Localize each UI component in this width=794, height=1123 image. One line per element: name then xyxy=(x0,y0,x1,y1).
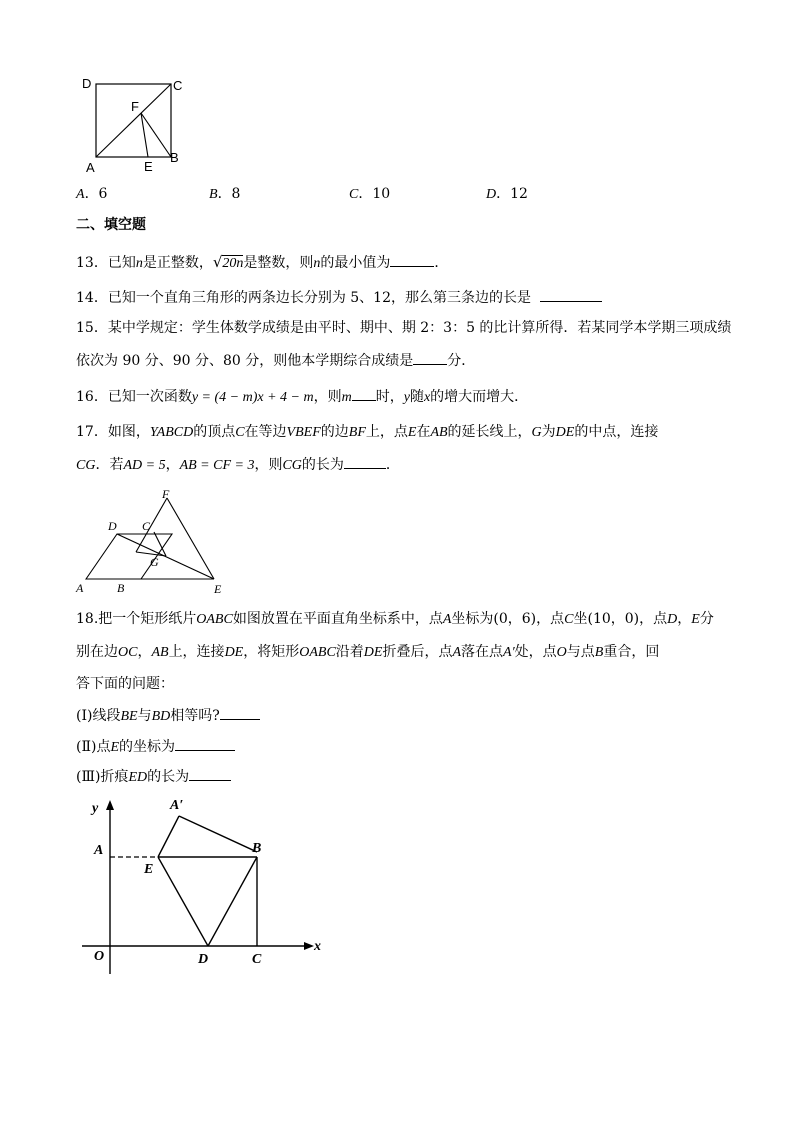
option-a: A．6 xyxy=(76,186,108,202)
question-14: 14．已知一个直角三角形的两条边长分别为 5、12，那么第三条边的长是 xyxy=(76,287,602,308)
label-A: A xyxy=(76,581,84,595)
question-17-line2: CG．若AD = 5，AB = CF = 3，则CG的长为 ． xyxy=(76,454,400,476)
question-17-line1: 17．如图，YABCD的顶点C在等边VBEF的边BF上，点E在AB的延长线上，G为DE的中点，连接 xyxy=(76,424,659,440)
question-18-sub1: (Ⅰ)线段BE与BD相等吗? xyxy=(76,705,260,727)
answer-blank-17[interactable] xyxy=(344,454,386,469)
label-Aprime: A′ xyxy=(170,798,184,813)
section-title: 二、填空题 xyxy=(76,217,146,233)
label-F: F xyxy=(162,487,170,501)
label-C: C xyxy=(142,519,151,533)
option-c: C．10 xyxy=(349,186,391,202)
question-15-line2: 依次为 90 分、90 分、80 分，则他本学期综合成绩是 分． xyxy=(76,350,475,371)
label-y: y xyxy=(92,801,99,816)
question-13: 13．已知n是正整数，√20n是整数，则n的最小值为 ． xyxy=(76,253,449,271)
question-18-line1: 18.把一个矩形纸片OABC如图放置在平面直角坐标系中，点A坐标为(0，6)，点C坐(10，0)，点D，E分 xyxy=(76,611,714,627)
label-G: G xyxy=(150,555,159,569)
label-D: D xyxy=(198,952,209,967)
question-18-sub2: (Ⅱ)点E的坐标为 xyxy=(76,736,235,758)
sqrt-symbol: √ xyxy=(212,253,223,271)
question-15-line1: 15．某中学规定：学生体数学成绩是由平时、期中、期 2：3：5 的比计算所得．若某同学本学期三项成绩 xyxy=(76,320,732,336)
question-18-line2: 别在边OC，AB上，连接DE，将矩形OABC沿着DE折叠后，点A落在点A′处，点O与点B重合，回 xyxy=(76,644,660,660)
coordinate-figure xyxy=(82,796,332,986)
question-16: 16．已知一次函数y = (4 − m)x + 4 − m，则m 时，y随x的增大而增大． xyxy=(76,386,528,408)
label-x: x xyxy=(314,939,321,954)
label-A: A xyxy=(86,160,95,174)
sqrt-radicand: 20n xyxy=(222,256,244,271)
parallelogram-figure xyxy=(74,486,234,598)
answer-blank-15[interactable] xyxy=(413,350,447,365)
answer-blank-18-3[interactable] xyxy=(189,766,231,781)
label-C: C xyxy=(252,952,262,967)
label-B: B xyxy=(117,581,125,595)
label-E: E xyxy=(144,159,153,174)
answer-blank-13[interactable] xyxy=(390,252,434,267)
label-E: E xyxy=(214,582,222,596)
label-C: C xyxy=(173,78,183,93)
square-figure xyxy=(80,74,190,174)
label-A: A xyxy=(94,843,104,858)
label-D: D xyxy=(82,76,92,91)
question-18-sub3: (Ⅲ)折痕ED的长为 xyxy=(76,766,231,788)
label-B: B xyxy=(252,841,262,856)
answer-blank-14[interactable] xyxy=(540,287,602,302)
answer-blank-16[interactable] xyxy=(352,386,376,401)
label-E: E xyxy=(144,862,154,877)
answer-blank-18-1[interactable] xyxy=(220,705,260,720)
option-d: D．12 xyxy=(486,186,528,202)
label-D: D xyxy=(108,519,117,533)
question-18-line3: 答下面的问题： xyxy=(76,676,174,692)
label-B: B xyxy=(170,150,179,165)
label-F: F xyxy=(131,99,139,114)
answer-blank-18-2[interactable] xyxy=(175,736,235,751)
function-formula: y = (4 − m)x + 4 − m xyxy=(191,390,314,405)
option-b: B．8 xyxy=(209,186,241,202)
label-O: O xyxy=(94,949,105,964)
